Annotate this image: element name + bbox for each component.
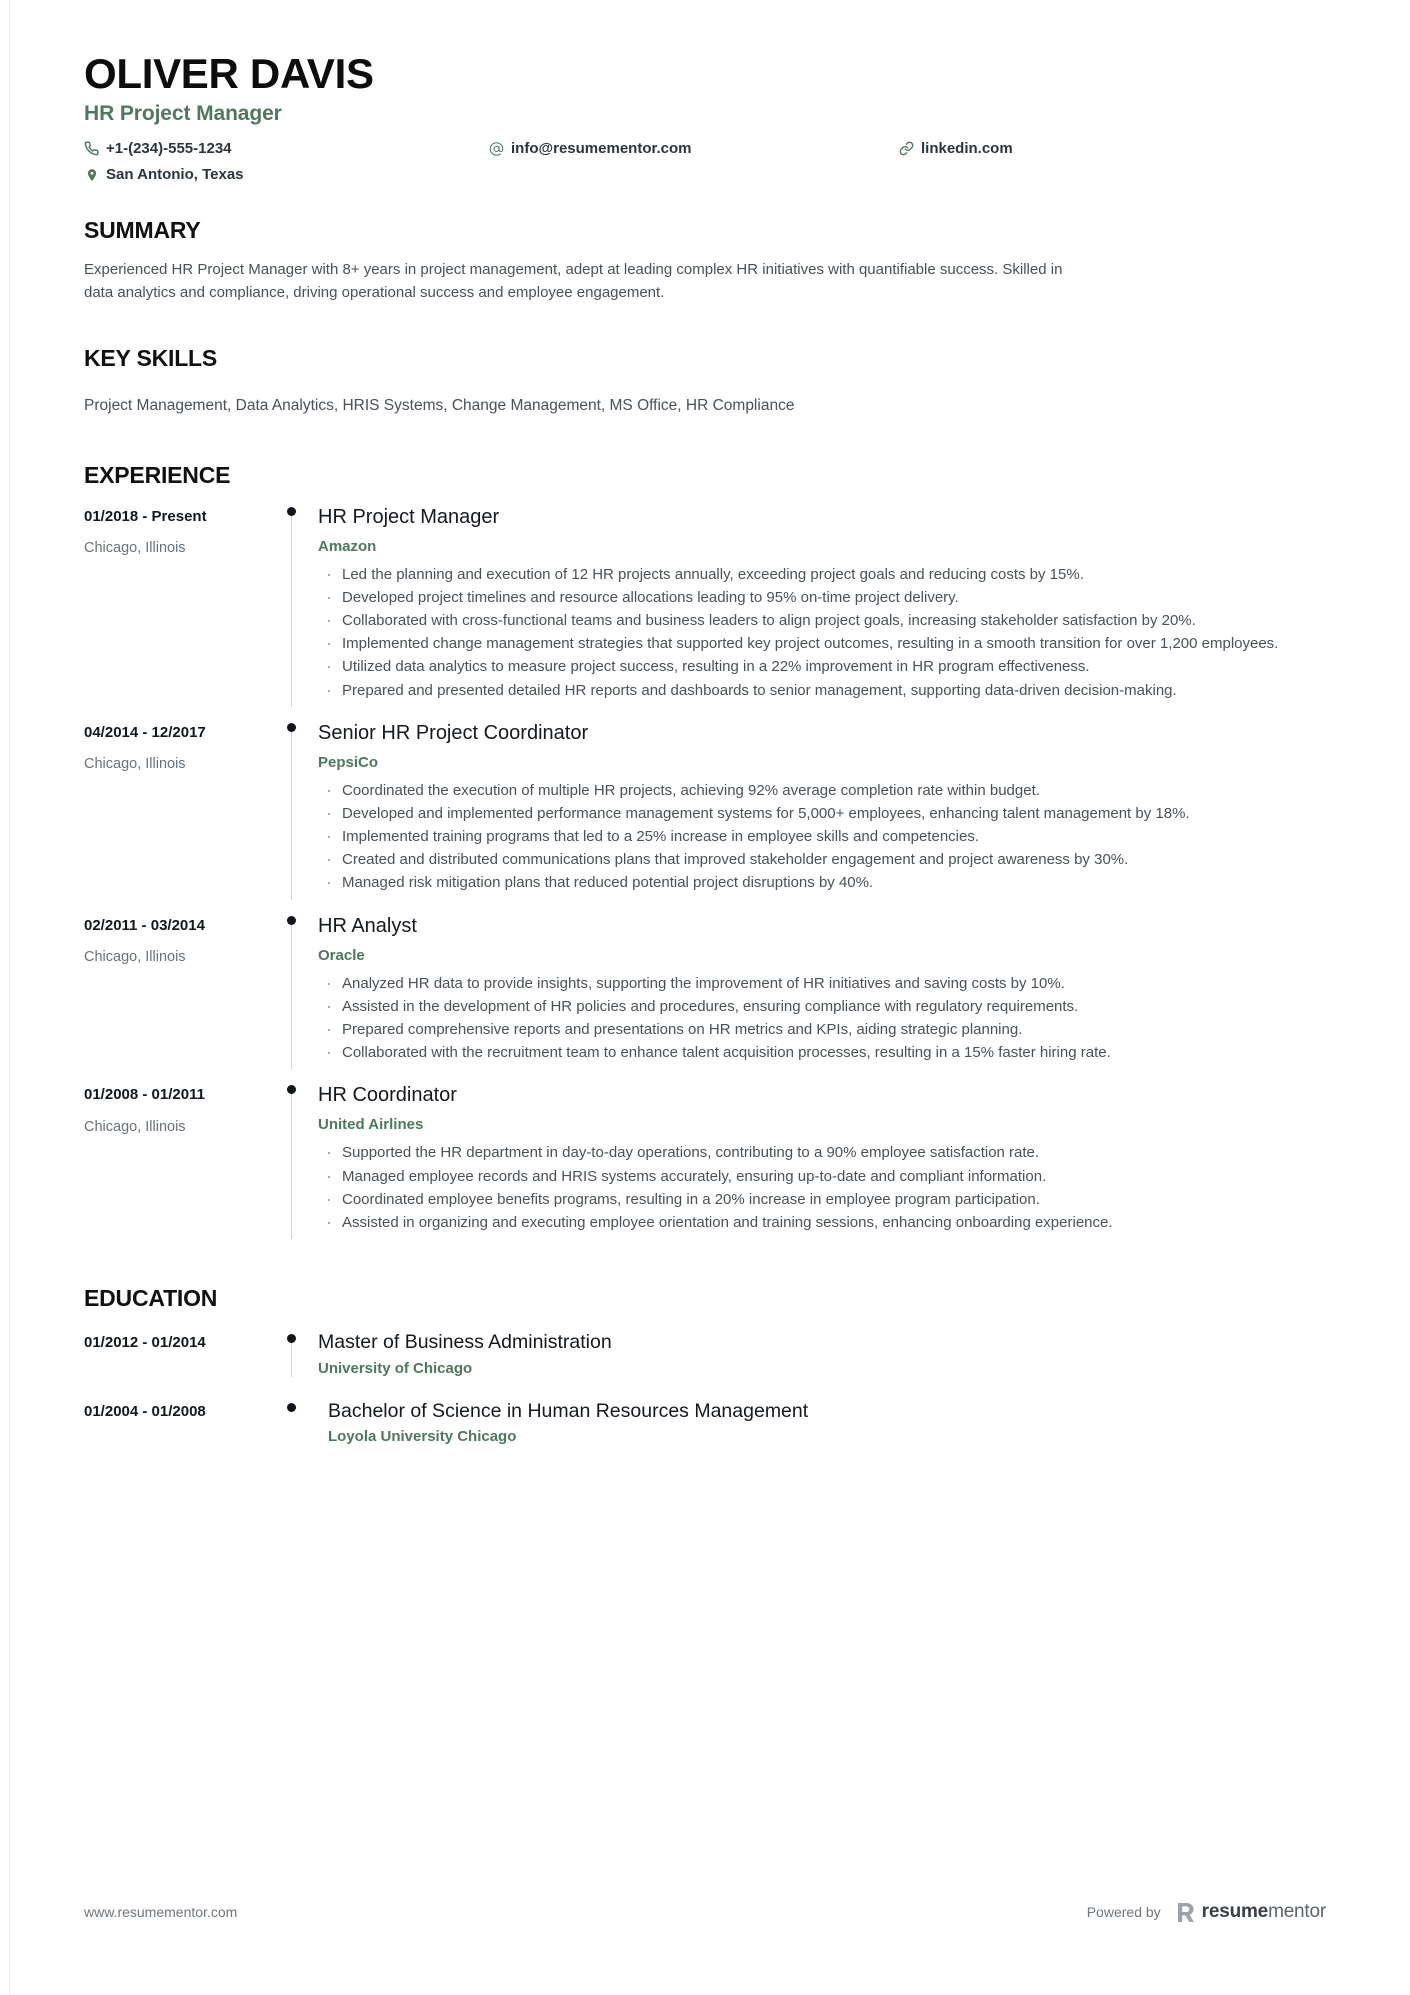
experience-entry-meta: [84, 914, 266, 1070]
contact-location-text: San Antonio, Texas: [106, 166, 244, 184]
education-degree: Bachelor of Science in Human Resources Management: [328, 1399, 809, 1422]
timeline-line: [291, 512, 292, 707]
resumementor-wordmark: [1202, 1901, 1326, 1923]
experience-entry-company: Amazon: [318, 537, 377, 555]
page-left-edge: [0, 0, 10, 1995]
timeline-rail: [266, 721, 318, 900]
section-summary: [84, 217, 1326, 305]
key-skills-text: Project Management, Data Analytics, HRIS Systems, Change Management, MS Office, HR Compliance: [84, 396, 795, 414]
at-sign-icon: [489, 141, 504, 156]
experience-entry-role: Senior HR Project Coordinator: [318, 721, 589, 744]
experience-bullet: · Assisted in organizing and executing employee orientation and training sessions, enhancing onboarding experience.: [318, 1212, 1326, 1234]
timeline-dot-icon: [287, 916, 296, 925]
experience-entry-body: [318, 1083, 1326, 1239]
timeline-rail: [266, 1083, 318, 1239]
experience-heading: EXPERIENCE: [84, 461, 231, 488]
experience-entry-location: Chicago, Illinois: [84, 948, 186, 965]
education-school: University of Chicago: [318, 1359, 473, 1377]
experience-entry: [84, 1083, 1326, 1239]
contact-phone-text: +1-(234)-555-1234: [106, 140, 232, 158]
experience-entry-meta: [84, 721, 266, 900]
experience-bullet: · Managed employee records and HRIS systems accurately, ensuring up-to-date and compliant information.: [318, 1166, 1326, 1188]
experience-entry-location: Chicago, Illinois: [84, 539, 186, 556]
resumementor-mark-icon: [1177, 1902, 1196, 1923]
experience-bullet: · Coordinated employee benefits programs, resulting in a 20% increase in employee program participation.: [318, 1189, 1326, 1211]
education-degree: Master of Business Administration: [318, 1331, 612, 1354]
contact-location: [84, 164, 489, 185]
timeline-dot-icon: [287, 1085, 296, 1094]
brand-light-part: mentor: [1268, 1901, 1326, 1922]
timeline-rail: [266, 1399, 318, 1445]
timeline-dot-icon: [287, 507, 296, 516]
experience-bullet: · Prepared comprehensive reports and presentations on HR metrics and KPIs, aiding strategic planning.: [318, 1019, 1326, 1041]
resume-header: [84, 52, 1326, 185]
timeline-rail: [266, 1330, 318, 1376]
experience-bullet: · Assisted in the development of HR policies and procedures, ensuring compliance with regulatory requirements.: [318, 996, 1326, 1018]
education-school: Loyola University Chicago: [328, 1427, 517, 1445]
experience-bullet: · Developed and implemented performance management systems for 5,000+ employees, enhancing talent management by 18%.: [318, 803, 1326, 825]
experience-entry-company: PepsiCo: [318, 753, 379, 771]
experience-bullet: · Coordinated the execution of multiple HR projects, achieving 92% average completion rate within budget.: [318, 780, 1326, 802]
timeline-dot-icon: [287, 1403, 296, 1412]
page-footer: [84, 1901, 1326, 1923]
experience-entry-date: 01/2008 - 01/2011: [84, 1086, 205, 1104]
key-skills-heading: KEY SKILLS: [84, 344, 218, 371]
candidate-name: OLIVER DAVIS: [84, 50, 374, 97]
experience-entry: [84, 505, 1326, 707]
resume-content: [84, 52, 1326, 1445]
education-entry-body: [318, 1399, 1326, 1445]
experience-entry-date: 04/2014 - 12/2017: [84, 723, 206, 741]
education-heading: EDUCATION: [84, 1285, 218, 1312]
map-pin-icon: [84, 167, 99, 182]
footer-branding: [1087, 1901, 1326, 1923]
education-entry-body: [318, 1330, 1326, 1376]
experience-entry-role: HR Analyst: [318, 914, 417, 937]
experience-entry-company: Oracle: [318, 946, 365, 964]
timeline-dot-icon: [287, 723, 296, 732]
experience-entry-body: [318, 505, 1326, 707]
education-entry: [84, 1330, 1326, 1376]
experience-bullet: · Supported the HR department in day-to-day operations, contributing to a 90% employee satisfaction rate.: [318, 1142, 1326, 1164]
experience-entry-location: Chicago, Illinois: [84, 755, 186, 772]
experience-entry-body: [318, 914, 1326, 1070]
experience-bullet: · Managed risk mitigation plans that reduced potential project disruptions by 40%.: [318, 872, 1326, 894]
experience-bullet: · Utilized data analytics to measure project success, resulting in a 22% improvement in HR program effectiveness.: [318, 656, 1326, 678]
phone-icon: [84, 141, 99, 156]
timeline-dot-icon: [287, 1334, 296, 1343]
summary-text: Experienced HR Project Manager with 8+ years in project management, adept at leading complex HR initiatives with quantifiable success. Skilled in data analytics and compliance, driving operational success and employee engagement.: [84, 261, 1063, 302]
footer-website-url[interactable]: www.resumementor.com: [84, 1904, 238, 1920]
timeline-rail: [266, 914, 318, 1070]
contact-column-middle: [489, 138, 899, 185]
experience-bullet: · Implemented change management strategies that supported key project outcomes, resulting in a smooth transition for over 1,200 employees.: [318, 633, 1326, 655]
experience-entry-company: United Airlines: [318, 1116, 424, 1134]
experience-entry-meta: [84, 505, 266, 707]
experience-entry-date: 01/2018 - Present: [84, 507, 207, 525]
experience-bullet: · Developed project timelines and resource allocations leading to 95% on-time project delivery.: [318, 587, 1326, 609]
contact-column-right: [899, 138, 1094, 185]
contact-email[interactable]: [489, 138, 899, 159]
timeline-rail: [266, 505, 318, 707]
section-education: [84, 1285, 1326, 1445]
experience-bullet: · Collaborated with the recruitment team to enhance talent acquisition processes, resulting in a 15% faster hiring rate.: [318, 1042, 1326, 1064]
candidate-job-title: HR Project Manager: [84, 102, 282, 126]
experience-entry: [84, 914, 1326, 1070]
education-entry: [84, 1399, 1326, 1445]
experience-entry-role: HR Coordinator: [318, 1084, 457, 1107]
experience-bullet: · Created and distributed communications plans that improved stakeholder engagement and project awareness by 30%.: [318, 849, 1326, 871]
timeline-line: [291, 728, 292, 900]
resumementor-logo: [1177, 1901, 1326, 1923]
timeline-line: [291, 1337, 292, 1376]
experience-bullet: · Collaborated with cross-functional teams and business leaders to align project goals, increasing stakeholder satisfaction by 20%.: [318, 610, 1326, 632]
summary-heading: SUMMARY: [84, 217, 201, 244]
education-entry-date: 01/2012 - 01/2014: [84, 1334, 206, 1352]
education-entry-date: 01/2004 - 01/2008: [84, 1402, 206, 1420]
brand-bold-part: resume: [1201, 1901, 1269, 1922]
powered-by-label: Powered by: [1086, 1904, 1161, 1920]
experience-bullet-list: [318, 1142, 1326, 1234]
experience-entry-meta: [84, 1083, 266, 1239]
experience-entry-date: 02/2011 - 03/2014: [84, 916, 205, 934]
experience-bullet: · Analyzed HR data to provide insights, supporting the improvement of HR initiatives and saving costs by 10%.: [318, 973, 1326, 995]
experience-bullet: · Prepared and presented detailed HR reports and dashboards to senior management, supporting data-driven decision-making.: [318, 680, 1326, 702]
experience-entry-location: Chicago, Illinois: [84, 1118, 186, 1135]
contact-phone[interactable]: [84, 138, 489, 159]
contact-info: [84, 138, 1094, 185]
experience-entry-body: [318, 721, 1326, 900]
section-key-skills: [84, 345, 1326, 418]
experience-bullet: · Led the planning and execution of 12 HR projects annually, exceeding project goals and reducing costs by 15%.: [318, 564, 1326, 586]
timeline-line: [291, 921, 292, 1070]
link-icon: [899, 141, 914, 156]
contact-linkedin-text: linkedin.com: [921, 140, 1013, 158]
contact-linkedin[interactable]: [899, 138, 1094, 159]
experience-bullet-list: [318, 973, 1326, 1065]
education-list: [84, 1330, 1326, 1445]
experience-list: [84, 505, 1326, 1240]
experience-entry-role: HR Project Manager: [318, 505, 500, 528]
section-experience: [84, 462, 1326, 1240]
timeline-line: [291, 1090, 292, 1239]
experience-bullet-list: [318, 780, 1326, 895]
experience-entry: [84, 721, 1326, 900]
contact-email-text: info@resumementor.com: [511, 140, 692, 158]
contact-column-left: [84, 138, 489, 185]
experience-bullet: · Implemented training programs that led to a 25% increase in employee skills and competencies.: [318, 826, 1326, 848]
experience-bullet-list: [318, 564, 1326, 702]
